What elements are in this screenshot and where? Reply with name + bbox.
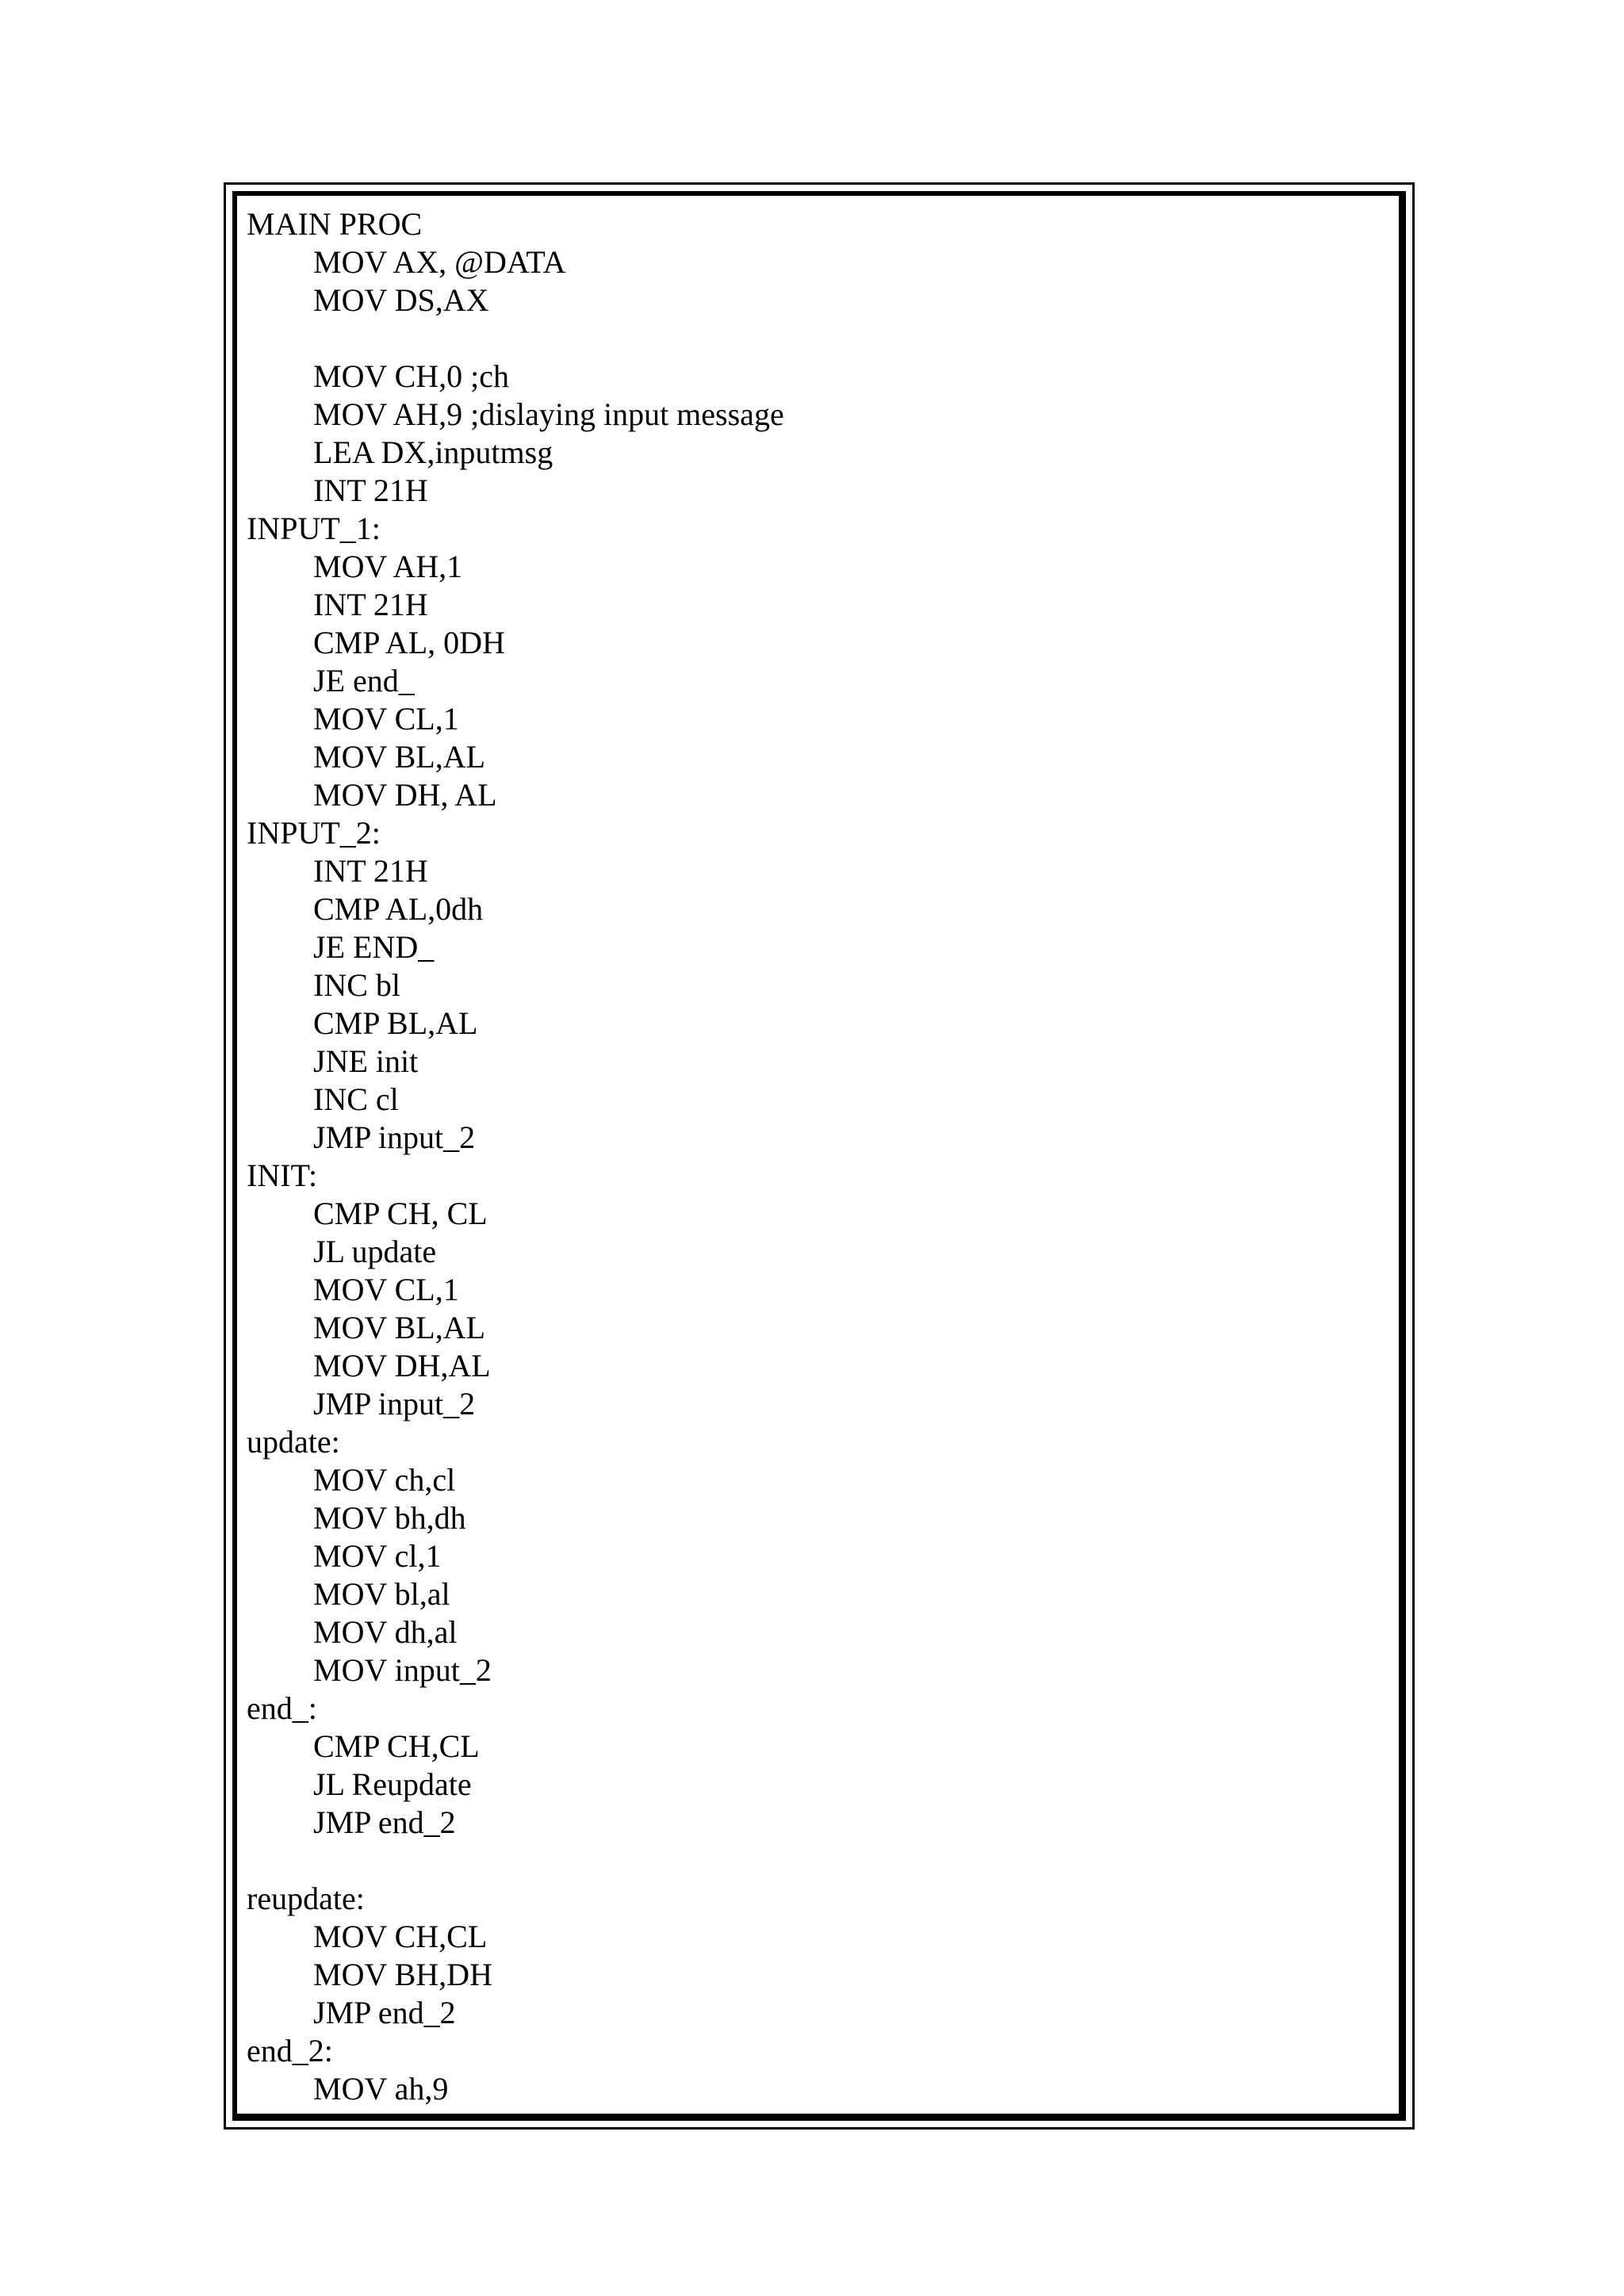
code-instruction-line: MOV CH,CL <box>313 1919 488 1954</box>
code-instruction-line: MOV AH,9 ;dislaying input message <box>313 396 784 432</box>
code-instruction-line: CMP AL, 0DH <box>313 625 505 660</box>
code-box-inner-border <box>232 191 1406 2121</box>
code-instruction-line: MOV DH,AL <box>313 1348 491 1383</box>
code-label-line: reupdate: <box>247 1881 365 1916</box>
code-instruction-line: MOV BL,AL <box>313 739 486 775</box>
code-instruction-line: MOV input_2 <box>313 1652 492 1688</box>
code-instruction-line: MOV CL,1 <box>313 1272 459 1307</box>
code-instruction-line: MOV BH,DH <box>313 1957 492 1992</box>
assembly-code-listing <box>247 205 784 2108</box>
code-label-line: update: <box>247 1424 340 1460</box>
code-instruction-line: CMP CH,CL <box>313 1728 480 1764</box>
code-instruction-line: JNE init <box>313 1043 419 1079</box>
code-label-line: MAIN PROC <box>247 206 423 242</box>
code-instruction-line: INC cl <box>313 1081 399 1117</box>
code-instruction-line: JE end_ <box>313 663 415 698</box>
code-instruction-line: MOV cl,1 <box>313 1538 442 1574</box>
code-instruction-line: MOV AX, @DATA <box>313 244 566 280</box>
code-instruction-line: CMP CH, CL <box>313 1196 488 1231</box>
code-label-line: INPUT_2: <box>247 815 381 851</box>
code-instruction-line: MOV dh,al <box>313 1614 458 1650</box>
code-label-line: INPUT_1: <box>247 511 381 546</box>
code-instruction-line: CMP AL,0dh <box>313 891 484 927</box>
code-instruction-line: MOV CL,1 <box>313 701 459 737</box>
code-instruction-line: CMP BL,AL <box>313 1005 478 1041</box>
code-instruction-line: INT 21H <box>313 473 428 508</box>
code-instruction-line: INT 21H <box>313 853 428 889</box>
code-instruction-line: INT 21H <box>313 587 428 622</box>
code-instruction-line: MOV ch,cl <box>313 1462 456 1498</box>
code-instruction-line: MOV bl,al <box>313 1576 450 1612</box>
code-blank-line <box>247 1842 784 1880</box>
code-box-outer-border <box>224 182 1415 2130</box>
code-instruction-line: JL update <box>313 1234 437 1269</box>
code-label-line: end_2: <box>247 2033 333 2068</box>
code-label-line: INIT: <box>247 1158 318 1193</box>
code-instruction-line: MOV DS,AX <box>313 282 489 318</box>
code-label-line: end_: <box>247 1690 317 1726</box>
code-instruction-line: MOV ah,9 <box>313 2071 449 2107</box>
code-blank-line <box>247 320 784 358</box>
code-instruction-line: MOV CH,0 ;ch <box>313 358 510 394</box>
code-instruction-line: JMP end_2 <box>313 1995 456 2030</box>
code-instruction-line: INC bl <box>313 967 400 1003</box>
code-instruction-line: JMP input_2 <box>313 1386 476 1422</box>
code-instruction-line: JE END_ <box>313 929 435 965</box>
code-instruction-line: JMP input_2 <box>313 1119 476 1155</box>
code-instruction-line: MOV AH,1 <box>313 549 463 584</box>
code-instruction-line: MOV bh,dh <box>313 1500 466 1536</box>
code-instruction-line: JL Reupdate <box>313 1766 472 1802</box>
code-instruction-line: LEA DX,inputmsg <box>313 434 553 470</box>
code-instruction-line: MOV DH, AL <box>313 777 497 813</box>
code-instruction-line: MOV BL,AL <box>313 1310 486 1345</box>
code-instruction-line: JMP end_2 <box>313 1804 456 1840</box>
